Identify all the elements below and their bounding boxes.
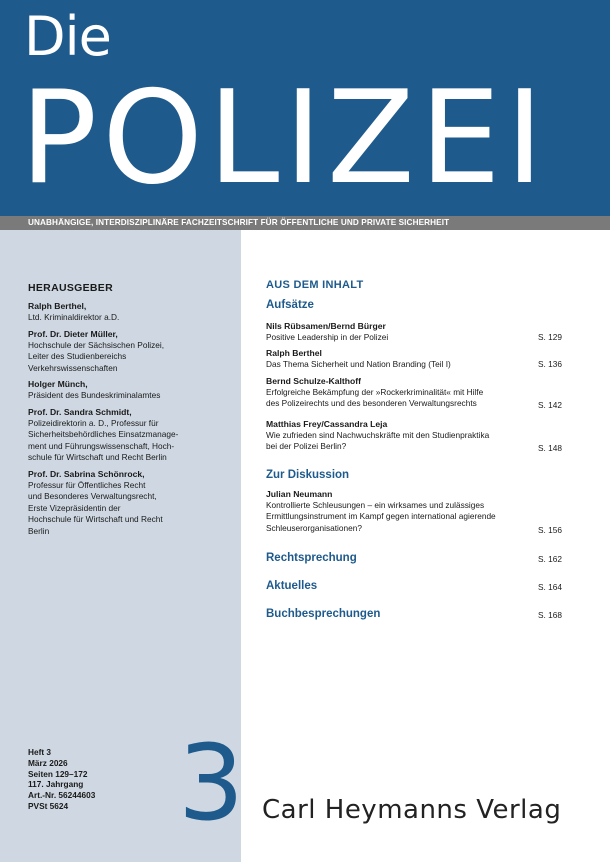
editor-name: Prof. Dr. Sandra Schmidt, bbox=[28, 406, 132, 417]
journal-subtitle: UNABHÄNGIGE, INTERDISZIPLINÄRE FACHZEITSCHRIFT FÜR ÖFFENTLICHE UND PRIVATE SICHERHEIT bbox=[28, 218, 450, 227]
issue-number: 3 bbox=[178, 722, 245, 844]
editor-entry bbox=[28, 468, 233, 538]
editor-detail: Polizeidirektorin a. D., Professur für bbox=[28, 417, 159, 428]
editor-detail: und Besonderes Verwaltungsrecht, bbox=[28, 491, 157, 501]
title-die: Die bbox=[24, 5, 111, 68]
editor-detail: Berlin bbox=[28, 525, 50, 536]
article-author: Nils Rübsamen/Bernd Bürger bbox=[266, 321, 386, 331]
editor-detail: schule für Wirtschaft und Recht Berlin bbox=[28, 452, 167, 462]
section-diskussion: Zur Diskussion bbox=[266, 469, 350, 481]
editor-entry bbox=[28, 300, 233, 324]
article-author: Bernd Schulze-Kalthoff bbox=[266, 376, 362, 386]
editor-detail: Ltd. Kriminaldirektor a.D. bbox=[28, 312, 120, 322]
toc-article bbox=[266, 320, 566, 343]
article-title: des Polizeirechts und des besonderen Verwaltungsrechts bbox=[266, 398, 477, 409]
issue-pages: Seiten 129–172 bbox=[28, 768, 88, 779]
issue-info bbox=[28, 747, 95, 812]
toc-article bbox=[266, 347, 566, 370]
article-title: Kontrollierte Schleusungen – ein wirksames und zulässiges bbox=[266, 500, 485, 510]
issue-pvst: PVSt 5624 bbox=[28, 800, 69, 811]
editor-detail: Sicherheitsbehördliches Einsatzmanage- bbox=[28, 429, 179, 439]
article-author: Matthias Frey/Cassandra Leja bbox=[266, 419, 388, 429]
editor-detail: Präsident des Bundeskriminalamtes bbox=[28, 390, 161, 400]
editors-heading: HERAUSGEBER bbox=[28, 282, 113, 294]
editor-detail: Erste Vizepräsidentin der bbox=[28, 502, 121, 513]
article-title: Wie zufrieden sind Nachwuchskräfte mit den Studienpraktika bbox=[266, 430, 490, 440]
section-aktuelles: Aktuelles bbox=[266, 580, 318, 592]
editor-detail: Professur für Öffentliches Recht bbox=[28, 479, 146, 490]
article-page: S. 136 bbox=[538, 359, 562, 369]
article-page: S. 148 bbox=[538, 443, 562, 453]
article-page: S. 142 bbox=[538, 400, 562, 410]
editor-detail: Leiter des Studienbereichs bbox=[28, 351, 127, 361]
toc-article bbox=[266, 418, 566, 453]
editor-name: Holger Münch, bbox=[28, 379, 88, 389]
editor-detail: ment und Führungswissenschaft, Hoch- bbox=[28, 440, 175, 451]
article-title: Ermittlungsinstrument im Kampf gegen international agierende bbox=[266, 511, 496, 522]
article-title: Erfolgreiche Bekämpfung der »Rockerkriminalität« mit Hilfe bbox=[266, 387, 484, 397]
article-title: Schleuserorganisationen? bbox=[266, 522, 362, 533]
article-title: Das Thema Sicherheit und Nation Branding (Teil I) bbox=[266, 359, 451, 369]
toc-article bbox=[266, 488, 566, 534]
issue-art-nr: Art.-Nr. 56244603 bbox=[28, 790, 96, 801]
editor-name: Ralph Berthel, bbox=[28, 301, 87, 311]
toc-article bbox=[266, 375, 566, 410]
section-aufsaetze: Aufsätze bbox=[266, 299, 314, 311]
toc-heading: AUS DEM INHALT bbox=[266, 279, 364, 291]
aktuelles-page: S. 164 bbox=[538, 582, 562, 592]
title-polizei: POLIZEI bbox=[20, 64, 549, 213]
rechtsprechung-page: S. 162 bbox=[538, 554, 562, 564]
editor-name: Prof. Dr. Sabrina Schönrock, bbox=[28, 468, 145, 479]
section-rechtsprechung: Rechtsprechung bbox=[266, 552, 357, 564]
article-page: S. 156 bbox=[538, 525, 562, 535]
editor-entry bbox=[28, 328, 233, 375]
buchbesprechungen-page: S. 168 bbox=[538, 610, 562, 620]
issue-year: 117. Jahrgang bbox=[28, 779, 84, 790]
editor-entry bbox=[28, 406, 233, 464]
article-author: Ralph Berthel bbox=[266, 348, 322, 358]
article-page: S. 129 bbox=[538, 332, 562, 342]
editor-detail: Hochschule für Wirtschaft und Recht bbox=[28, 514, 163, 524]
editor-detail: Verkehrswissenschaften bbox=[28, 362, 118, 373]
masthead bbox=[0, 0, 610, 216]
issue-date: März 2026 bbox=[28, 757, 68, 768]
editors-list bbox=[28, 300, 233, 541]
issue-heft: Heft 3 bbox=[28, 747, 52, 757]
editor-detail: Hochschule der Sächsischen Polizei, bbox=[28, 339, 165, 350]
section-buchbesprechungen: Buchbesprechungen bbox=[266, 608, 381, 620]
article-title: Positive Leadership in der Polizei bbox=[266, 332, 389, 342]
editor-name: Prof. Dr. Dieter Müller, bbox=[28, 328, 118, 339]
article-title: bei der Polizei Berlin? bbox=[266, 441, 347, 452]
article-author: Julian Neumann bbox=[266, 489, 333, 499]
subtitle-bar bbox=[0, 216, 610, 230]
editor-entry bbox=[28, 378, 233, 402]
publisher-name: Carl Heymanns Verlag bbox=[262, 795, 562, 825]
